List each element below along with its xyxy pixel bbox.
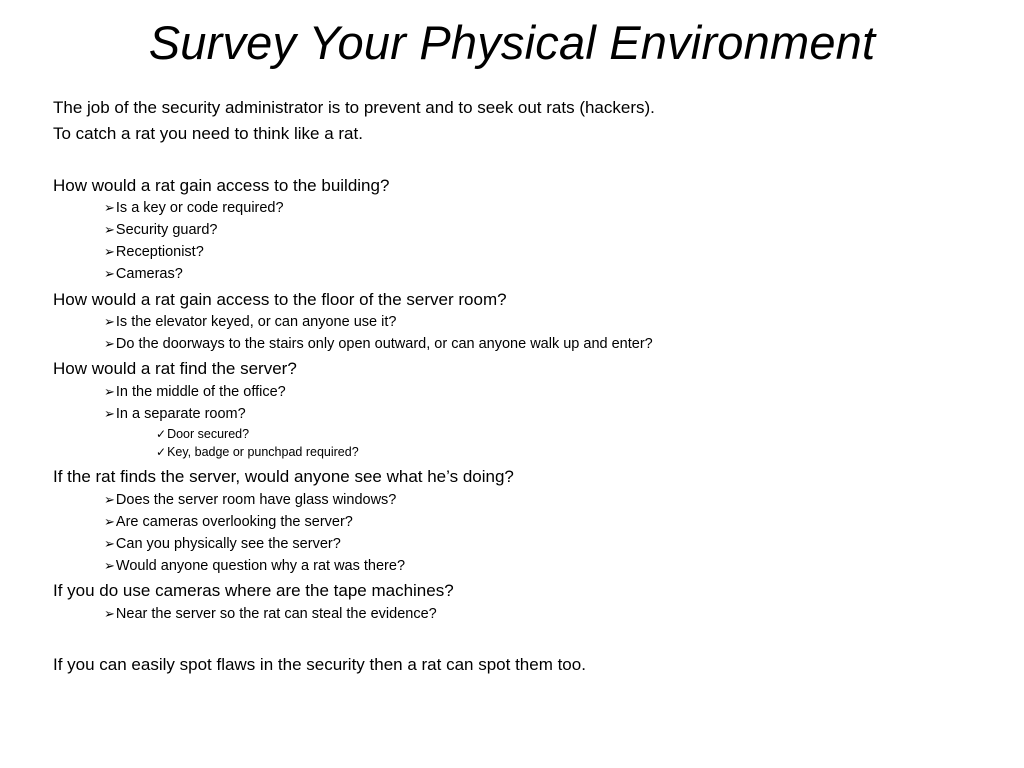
list-item — [104, 315, 396, 330]
sub-list-item — [156, 428, 249, 441]
list-item — [104, 245, 204, 260]
slide-title: Survey Your Physical Environment — [148, 16, 876, 69]
list-item — [104, 537, 341, 552]
arrow-bullet-icon: ➢ — [104, 536, 115, 551]
list-item-text: Near the server so the rat can steal the evidence? — [115, 606, 437, 622]
list-item — [104, 201, 284, 216]
arrow-bullet-icon: ➢ — [104, 384, 115, 399]
arrow-bullet-icon: ➢ — [104, 558, 115, 573]
check-bullet-icon: ✓ — [156, 445, 167, 459]
arrow-bullet-icon: ➢ — [104, 222, 115, 237]
arrow-bullet-icon: ➢ — [104, 314, 115, 329]
check-bullet-icon: ✓ — [156, 427, 167, 441]
arrow-bullet-icon: ➢ — [104, 406, 115, 421]
list-item-text: Would anyone question why a rat was there? — [115, 558, 406, 574]
intro-line: To catch a rat you need to think like a rat. — [53, 124, 363, 143]
list-item — [104, 515, 353, 530]
arrow-bullet-icon: ➢ — [104, 336, 115, 351]
question-find-server: How would a rat find the server? — [53, 359, 297, 378]
sub-list-item-text: Key, badge or punchpad required? — [167, 445, 359, 459]
list-item-text: Are cameras overlooking the server? — [115, 514, 353, 530]
list-item-text: Cameras? — [115, 266, 183, 282]
arrow-bullet-icon: ➢ — [104, 200, 115, 215]
list-item-text: Is a key or code required? — [115, 200, 284, 216]
list-item-text: In the middle of the office? — [115, 384, 286, 400]
intro-line: The job of the security administrator is to prevent and to seek out rats (hackers). — [53, 98, 655, 117]
list-item-text: Security guard? — [115, 222, 218, 238]
question-server-floor: How would a rat gain access to the floor of the server room? — [53, 290, 507, 309]
list-item-text: In a separate room? — [115, 406, 246, 422]
list-item — [104, 337, 653, 352]
conclusion: If you can easily spot flaws in the security then a rat can spot them too. — [53, 655, 586, 674]
sub-list-item — [156, 446, 359, 459]
list-item-text: Is the elevator keyed, or can anyone use it? — [115, 314, 397, 330]
arrow-bullet-icon: ➢ — [104, 606, 115, 621]
arrow-bullet-icon: ➢ — [104, 514, 115, 529]
sub-list-item-text: Door secured? — [167, 427, 250, 441]
list-item — [104, 493, 396, 508]
list-item-text: Does the server room have glass windows? — [115, 492, 397, 508]
arrow-bullet-icon: ➢ — [104, 244, 115, 259]
list-item-text: Can you physically see the server? — [115, 536, 341, 552]
list-item — [104, 223, 217, 238]
arrow-bullet-icon: ➢ — [104, 492, 115, 507]
list-item-text: Do the doorways to the stairs only open outward, or can anyone walk up and enter? — [115, 336, 653, 352]
list-item-text: Receptionist? — [115, 244, 204, 260]
list-item — [104, 267, 183, 282]
arrow-bullet-icon: ➢ — [104, 266, 115, 281]
question-visibility: If the rat finds the server, would anyone see what he’s doing? — [53, 467, 514, 486]
list-item — [104, 559, 405, 574]
list-item — [104, 385, 286, 400]
question-tape-machines: If you do use cameras where are the tape machines? — [53, 581, 454, 600]
list-item — [104, 607, 437, 622]
list-item — [104, 407, 246, 422]
question-building: How would a rat gain access to the building? — [53, 176, 390, 195]
